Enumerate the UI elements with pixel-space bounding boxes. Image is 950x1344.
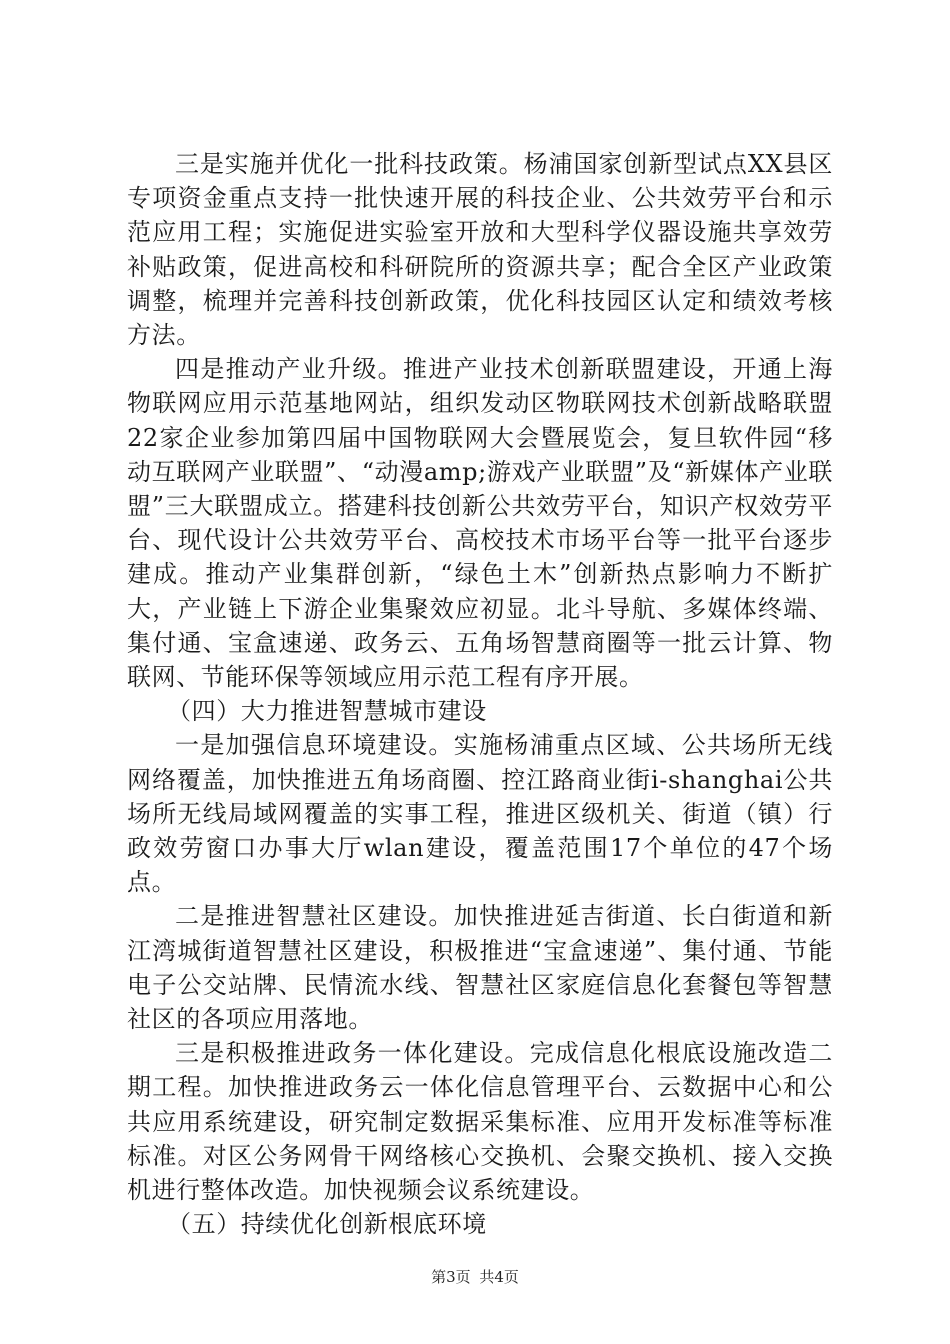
paragraph-smart-community: 二是推进智慧社区建设。加快推进延吉街道、长白街道和新江湾城街道智慧社区建设，积极推进“宝盒速递”、集付通、节能电子公交站牌、民情流水线、智慧社区家庭信息化套餐包等智慧社区的各项应用落地。: [127, 902, 833, 1034]
page-footer: [0, 1267, 950, 1287]
section-heading-smart-city: （四）大力推进智慧城市建设: [167, 697, 487, 726]
page-total: 共4页: [479, 1268, 519, 1286]
paragraph-info-environment: 一是加强信息环境建设。实施杨浦重点区域、公共场所无线网络覆盖，加快推进五角场商圈、控江路商业街i-shanghai公共场所无线局域网覆盖的实事工程，推进区级机关、街道（镇）行政效劳窗口办事大厅wlan建设，覆盖范围17个单位的47个场点。: [127, 731, 833, 897]
document-body: [127, 147, 833, 1242]
section-heading-innovation-environment: （五）持续优化创新根底环境: [167, 1210, 487, 1239]
paragraph-government-integration: 三是积极推进政务一体化建设。完成信息化根底设施改造二期工程。加快推进政务云一体化信息管理平台、云数据中心和公共应用系统建设，研究制定数据采集标准、应用开发标准等标准标准。对区公务网骨干网络核心交换机、会聚交换机、接入交换机进行整体改造。加快视频会议系统建设。: [127, 1039, 833, 1205]
paragraph-industry-upgrade: 四是推动产业升级。推进产业技术创新联盟建设，开通上海物联网应用示范基地网站，组织发动区物联网技术创新战略联盟22家企业参加第四届中国物联网大会暨展览会，复旦软件园“移动互联网产业联盟”、“动漫amp;游戏产业联盟”及“新媒体产业联盟”三大联盟成立。搭建科技创新公共效劳平台，知识产权效劳平台、现代设计公共效劳平台、高校技术市场平台等一批平台逐步建成。推动产业集群创新，“绿色土木”创新热点影响力不断扩大，产业链上下游企业集聚效应初显。北斗导航、多媒体终端、集付通、宝盒速递、政务云、五角场智慧商圈等一批云计算、物联网、节能环保等领域应用示范工程有序开展。: [127, 355, 833, 692]
paragraph-tech-policy: 三是实施并优化一批科技政策。杨浦国家创新型试点XX县区专项资金重点支持一批快速开展的科技企业、公共效劳平台和示范应用工程；实施促进实验室开放和大型科学仪器设施共享效劳补贴政策，促进高校和科研院所的资源共享；配合全区产业政策调整，梳理并完善科技创新政策，优化科技园区认定和绩效考核方法。: [127, 150, 833, 350]
page-number: 第3页: [431, 1268, 471, 1286]
